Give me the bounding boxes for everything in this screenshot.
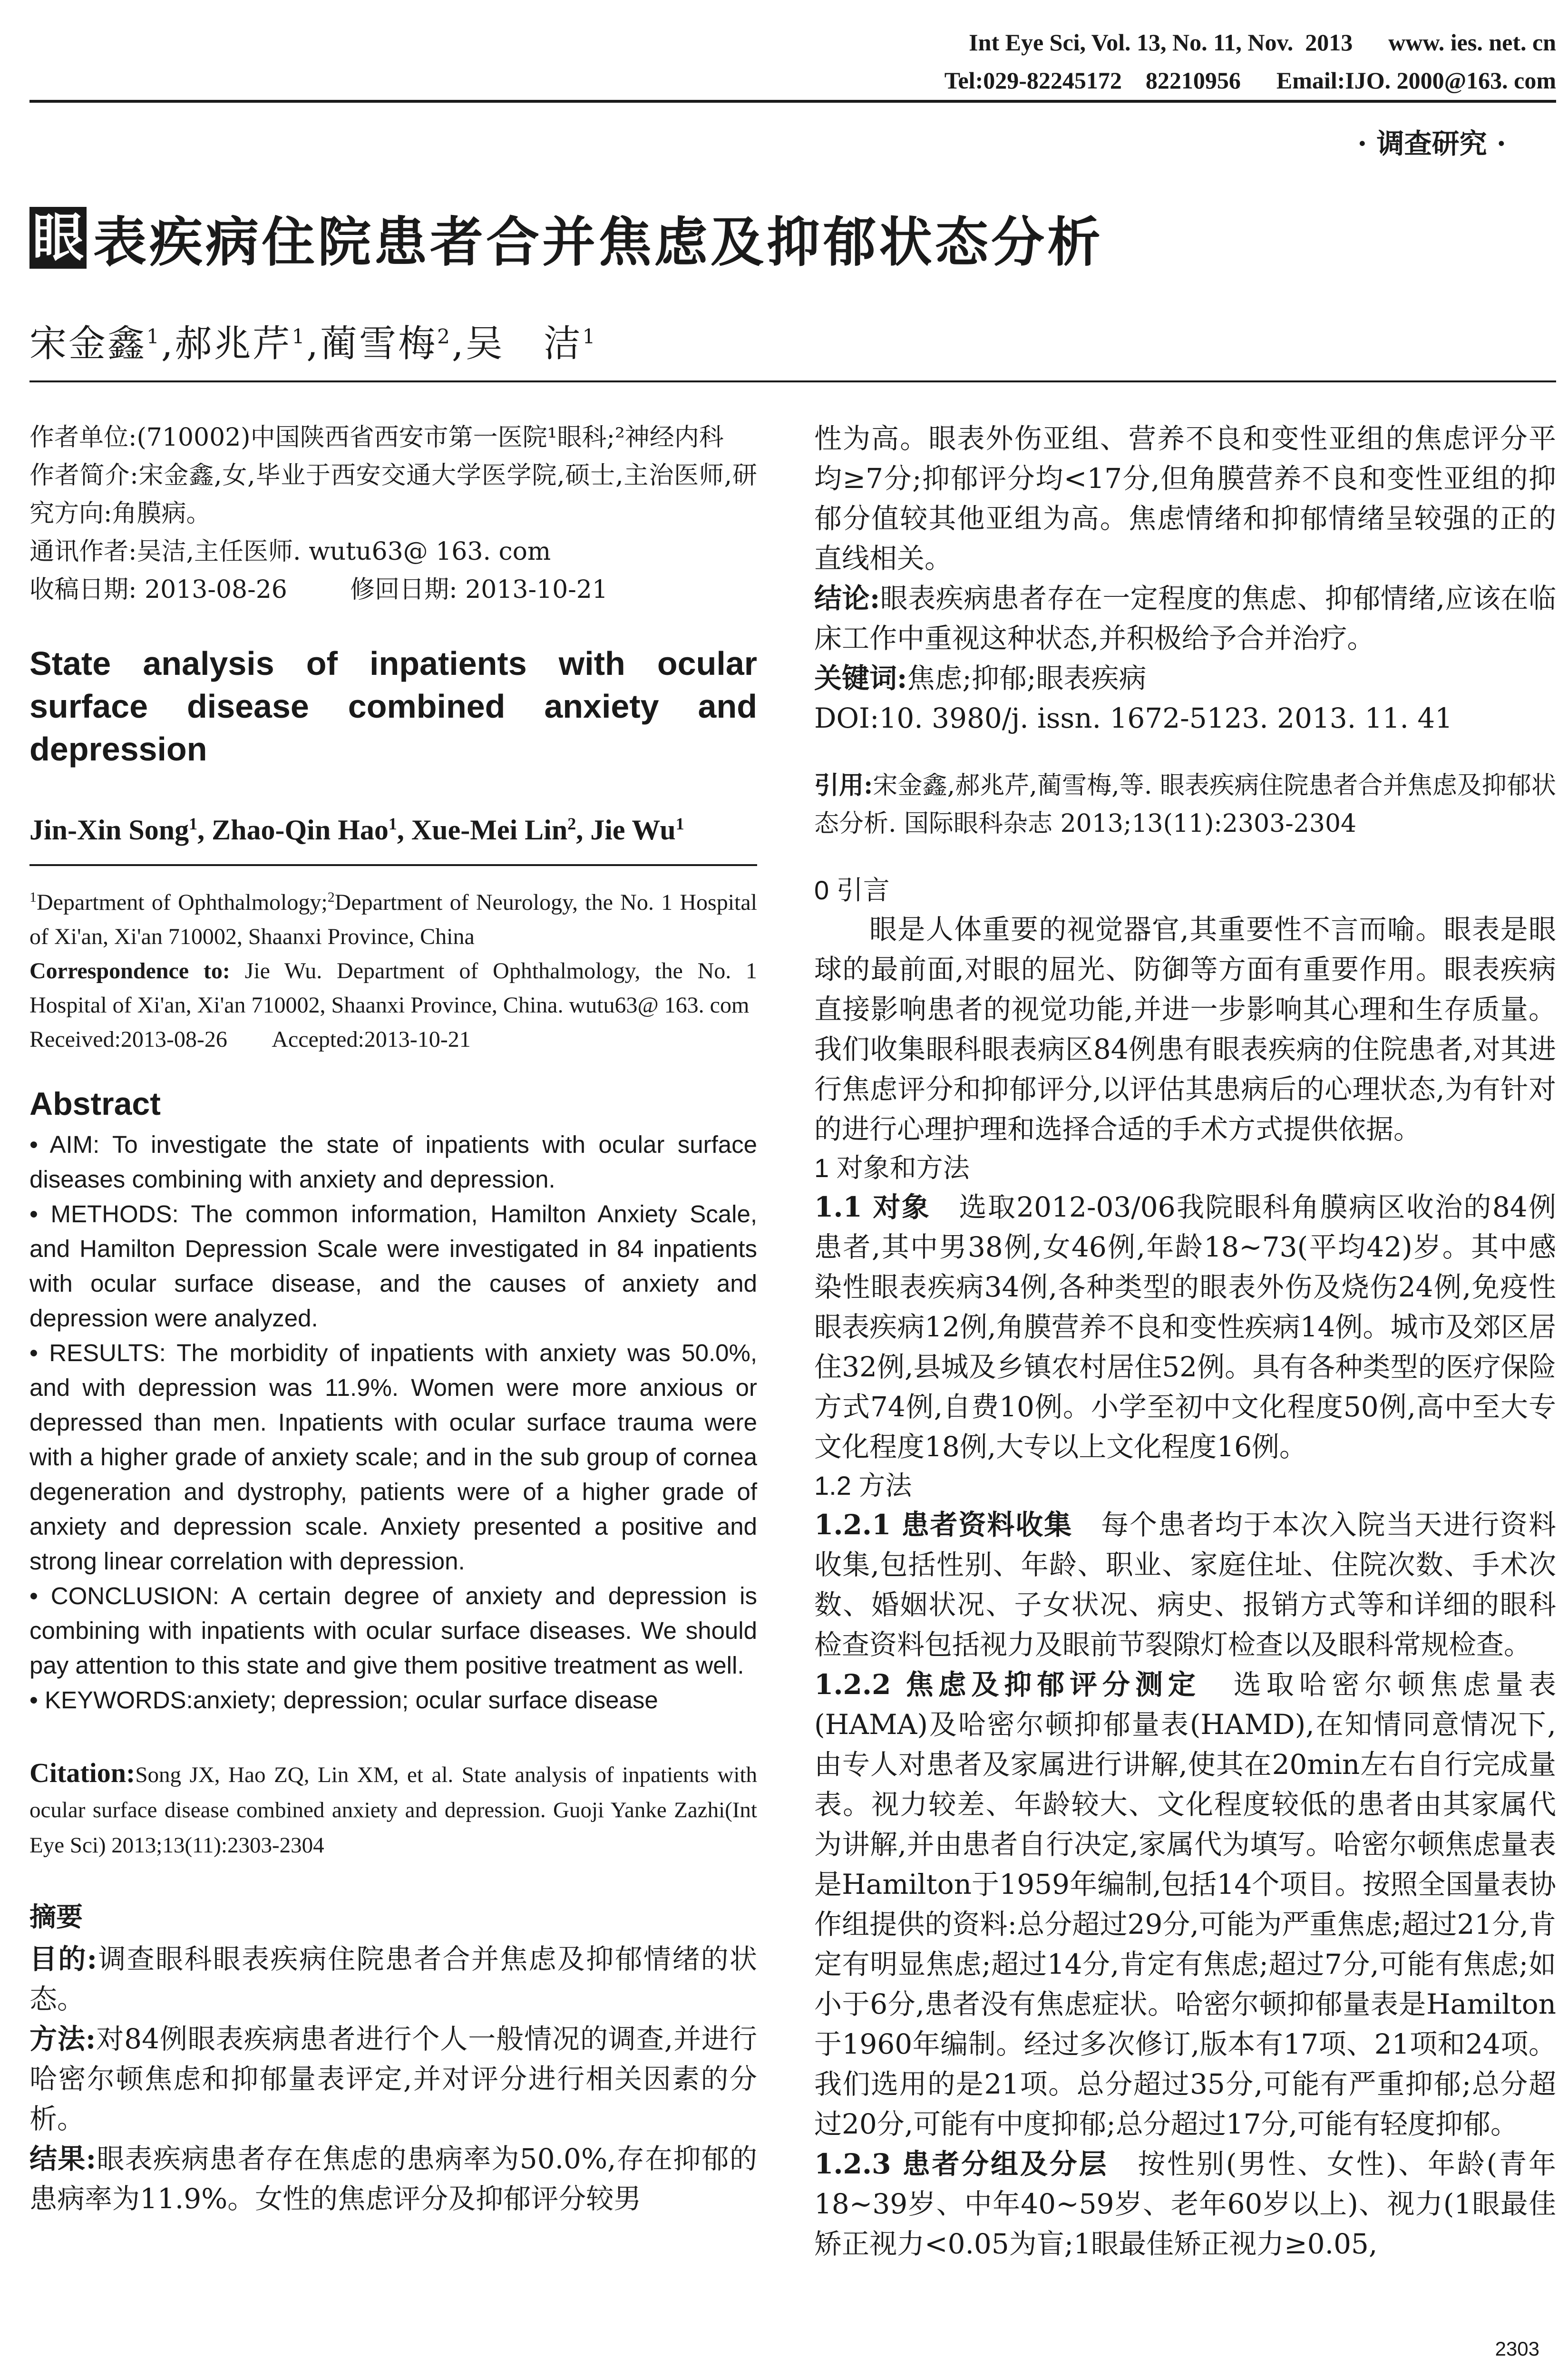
abstract-methods bbox=[29, 1197, 757, 1335]
abstract-label: • RESULTS: bbox=[29, 1339, 166, 1366]
abstract-label: • METHODS: bbox=[29, 1200, 179, 1227]
abstract-cn-label: 关键词: bbox=[814, 662, 907, 694]
abstract-cn-label: 目的: bbox=[29, 1943, 97, 1975]
spacer bbox=[814, 738, 1556, 767]
author-name: 宋金鑫 bbox=[29, 322, 147, 365]
subsection-text: 每个患者均于本次入院当天进行资料收集,包括性别、年龄、职业、家庭住址、住院次数、手术次数、婚姻状况、子女状况、病史、报销方式等和详细的眼科检查资料包括视力及眼前节裂隙灯检查以及眼科常规检查。 bbox=[814, 1509, 1556, 1661]
abstract-cn-label: 结论: bbox=[814, 582, 880, 614]
journal-info-line: Int Eye Sci, Vol. 13, No. 11, Nov. 2013 www. ies. net. cn bbox=[969, 29, 1556, 56]
header-rule bbox=[29, 100, 1556, 103]
english-title: State analysis of inpatients with ocular surface disease combined anxiety and depression bbox=[29, 645, 757, 768]
section-1-2-1 bbox=[814, 1505, 1556, 1665]
article-title bbox=[29, 200, 1103, 276]
subsection-text: 选取2012-03/06我院眼科角膜病区收治的84例患者,其中男38例,女46例,年龄18~73(平均42)岁。其中感染性眼表疾病34例,各种类型的眼表外伤及烧伤24例,免疫性眼表疾病12例,角膜营养不良和变性疾病14例。城市及郊区居住32例,县城及乡镇农村居住52例。具有各种类型的医疗保险方式74例,自费10例。小学至初中文化程度50例,高中至大专文化程度18例,大专以上文化程度16例。 bbox=[814, 1191, 1556, 1463]
author-name: 郝兆芹 bbox=[175, 322, 292, 365]
section-1-2-heading: 1.2 方法 bbox=[814, 1471, 912, 1500]
author-name: Jie Wu bbox=[590, 814, 676, 846]
abstract-label: • KEYWORDS: bbox=[29, 1686, 193, 1714]
abstract-cn-results bbox=[29, 2139, 757, 2219]
abstract-label: • CONCLUSION: bbox=[29, 1582, 219, 1609]
title-rule bbox=[29, 380, 1556, 382]
abstract-cn-aim bbox=[29, 1939, 757, 2019]
corresponding-author-cn: 通讯作者:吴洁,主任医师. wutu63@ 163. com bbox=[29, 537, 551, 566]
affil-sup: 1 bbox=[189, 814, 198, 833]
affil-dept: Department of Neurology, the No. 1 Hospital of Xi'an, Xi'an 710002, Shaanxi Province, China bbox=[29, 890, 758, 949]
citation-label: Citation: bbox=[29, 1757, 136, 1788]
subsection-text: 按性别(男性、女性)、年龄(青年18~39岁、中年40~59岁、老年60岁以上)、视力(1眼最佳矫正视力<0.05为盲;1眼最佳矫正视力≥0.05, bbox=[814, 2148, 1556, 2260]
separator: , bbox=[161, 322, 175, 365]
section-0-text: 眼是人体重要的视觉器官,其重要性不言而喻。眼表是眼球的最前面,对眼的屈光、防御等方面有重要作用。眼表疾病直接影响患者的视觉功能,并进一步影响其心理和生存质量。我们收集眼科眼表病区84例患有眼表疾病的住院患者,对其进行焦虑评分和抑郁评分,以评估其患病后的心理状态,为有针对的进行心理护理和选择合适的手术方式提供依据。 bbox=[814, 913, 1556, 1145]
affil-dept: Department of Ophthalmology; bbox=[37, 890, 328, 915]
abstract-results bbox=[29, 1335, 757, 1578]
abstract-cn-methods bbox=[29, 2019, 757, 2139]
author-name: Zhao-Qin Hao bbox=[212, 814, 389, 846]
abstract-text: anxiety; depression; ocular surface disease bbox=[193, 1686, 658, 1714]
received-accepted: Received:2013-08-26 Accepted:2013-10-21 bbox=[29, 1027, 471, 1052]
right-column bbox=[814, 419, 1556, 2264]
affil-sup: 1 bbox=[582, 325, 597, 348]
separator: , bbox=[451, 322, 466, 365]
subsection-label: 1.1 对象 bbox=[814, 1191, 931, 1223]
subsection-label: 1.2.3 患者分组及分层 bbox=[814, 2148, 1109, 2180]
page-number: 2303 bbox=[1495, 2338, 1539, 2360]
affil-sup: 1 bbox=[292, 325, 307, 348]
dates-cn: 收稿日期: 2013-08-26 修回日期: 2013-10-21 bbox=[29, 575, 608, 604]
section-0-heading: 0 引言 bbox=[814, 875, 890, 905]
citation-cn-label: 引用: bbox=[814, 771, 873, 800]
affil-sup: 2 bbox=[567, 814, 576, 833]
affil-sup: 1 bbox=[675, 814, 684, 833]
author-name: 蔺雪梅 bbox=[320, 322, 438, 365]
citation-cn bbox=[814, 767, 1556, 843]
affiliation-rule bbox=[29, 864, 757, 866]
subsection-label: 1.2.1 患者资料收集 bbox=[814, 1509, 1073, 1541]
abstract-text: A certain degree of anxiety and depression is combining with inpatients with ocular surface diseases. We should pay attention to this state and give them positive treatment as well. bbox=[29, 1582, 757, 1679]
abstract-text: The common information, Hamilton Anxiety Scale, and Hamilton Depression Scale were investigated in 84 inpatients with ocular surface disease, and the causes of anxiety and depression were analyzed. bbox=[29, 1200, 757, 1332]
author-name: 吴 洁 bbox=[465, 322, 583, 365]
subsection-text: 选取哈密尔顿焦虑量表(HAMA)及哈密尔顿抑郁量表(HAMD),在知情同意情况下,由专人对患者及家属进行讲解,使其在20min左右自行完成量表。视力较差、年龄较大、文化程度较低的患者由其家属代为讲解,并由患者自行决定,家属代为填写。哈密尔顿焦虑量表是Hamilton于1959年编制,包括14个项目。按照全国量表协作组提供的资料:总分超过29分,可能为严重焦虑;超过21分,肯定有明显焦虑;超过14分,肯定有焦虑;超过7分,可能有焦虑;如小于6分,患者没有焦虑症状。哈密尔顿抑郁量表是Hamilton于1960年编制。经过多次修订,版本有17项、21项和24项。我们选用的是21项。总分超过35分,可能有严重抑郁;总分超过20分,可能有中度抑郁;总分超过17分,可能有轻度抑郁。 bbox=[814, 1668, 1556, 2140]
correspondence-label: Correspondence to: bbox=[29, 958, 230, 984]
affil-sup: 2 bbox=[327, 889, 335, 905]
abstract-conclusion bbox=[29, 1578, 757, 1683]
author-name: Xue-Mei Lin bbox=[411, 814, 568, 846]
section-1-heading: 1 对象和方法 bbox=[814, 1153, 970, 1183]
abstract-cn-text: 焦虑;抑郁;眼表疾病 bbox=[907, 662, 1147, 694]
spacer bbox=[814, 843, 1556, 871]
journal-contact-line: Tel:029-82245172 82210956 Email:IJO. 2000@163. com bbox=[944, 67, 1556, 94]
abstract-cn-text: 眼表疾病患者存在一定程度的焦虑、抑郁情绪,应该在临床工作中重视这种状态,并积极给予合并治疗。 bbox=[814, 582, 1556, 654]
citation-text: Song JX, Hao ZQ, Lin XM, et al. State analysis of inpatients with ocular surface disease combined anxiety and depression. Guoji Yanke Zazhi(Int Eye Sci) 2013;13(11):2303-2304 bbox=[29, 1763, 757, 1858]
affil-sup: 1 bbox=[29, 889, 37, 905]
authors-english: Jin-Xin Song$^1$, Zhao-Qin Hao$^1$, Xue-Mei Lin$^2$, Jie Wu$^1$ bbox=[29, 814, 684, 846]
section-1-1 bbox=[814, 1187, 1556, 1467]
title-text: 表疾病住院患者合并焦虑及抑郁状态分析 bbox=[93, 211, 1104, 273]
abstract-cn-keywords bbox=[814, 658, 1556, 698]
abstract-aim bbox=[29, 1127, 757, 1197]
abstract-cn-label: 结果: bbox=[29, 2143, 97, 2175]
section-label: · 调查研究 · bbox=[1357, 127, 1506, 160]
section-1-2-3 bbox=[814, 2144, 1556, 2264]
author-name: Jin-Xin Song bbox=[29, 814, 189, 846]
english-affiliation bbox=[29, 880, 757, 954]
title-first-char: 眼 bbox=[29, 207, 87, 269]
abstract-cn-results-cont: 性为高。眼表外伤亚组、营养不良和变性亚组的焦虑评分平均≥7分;抑郁评分均<17分,但角膜营养不良和变性亚组的抑郁分值较其他亚组为高。焦虑情绪和抑郁情绪呈较强的正的直线相关。 bbox=[814, 422, 1556, 575]
left-column bbox=[29, 419, 757, 2219]
abstract-cn-text: 眼表疾病患者存在焦虑的患病率为50.0%,存在抑郁的患病率为11.9%。女性的焦虑评分及抑郁评分较男 bbox=[29, 2143, 757, 2215]
authors-chinese bbox=[29, 314, 597, 367]
affil-sup: 2 bbox=[437, 325, 452, 348]
subsection-label: 1.2.2 焦虑及抑郁评分测定 bbox=[814, 1668, 1201, 1701]
abstract-heading: Abstract bbox=[29, 1086, 161, 1122]
citation-cn-text: 宋金鑫,郝兆芹,蔺雪梅,等. 眼表疾病住院患者合并焦虑及抑郁状态分析. 国际眼科杂志 2013;13(11):2303-2304 bbox=[814, 771, 1556, 838]
abstract-cn-text: 调查眼科眼表疾病住院患者合并焦虑及抑郁情绪的状态。 bbox=[29, 1943, 757, 2015]
affiliation-cn: 作者单位:(710002)中国陕西省西安市第一医院¹眼科;²神经内科 bbox=[29, 423, 724, 452]
affil-sup: 1 bbox=[388, 814, 397, 833]
abstract-text: To investigate the state of inpatients with ocular surface diseases combining with anxiety and depression. bbox=[29, 1131, 757, 1193]
correspondence-text: Jie Wu. Department of Ophthalmology, the No. 1 Hospital of Xi'an, Xi'an 710002, Shaanxi Province, China. wutu63@ 163. com bbox=[29, 958, 758, 1018]
correspondence bbox=[29, 954, 757, 1023]
section-1-2-2 bbox=[814, 1665, 1556, 2144]
abstract-label: • AIM: bbox=[29, 1131, 100, 1158]
abstract-keywords bbox=[29, 1683, 757, 1717]
abstract-cn-conclusion bbox=[814, 578, 1556, 658]
abstract-cn-text: 对84例眼表疾病患者进行个人一般情况的调查,并进行哈密尔顿焦虑和抑郁量表评定,并对评分进行相关因素的分析。 bbox=[29, 2023, 757, 2135]
separator: , bbox=[306, 322, 321, 365]
affil-sup: 1 bbox=[146, 325, 161, 348]
abstract-cn-label: 方法: bbox=[29, 2023, 96, 2055]
abstract-cn-heading: 摘要 bbox=[29, 1901, 83, 1933]
author-bio-cn: 作者简介:宋金鑫,女,毕业于西安交通大学医学院,硕士,主治医师,研究方向:角膜病。 bbox=[29, 461, 757, 528]
abstract-text: The morbidity of inpatients with anxiety was 50.0%, and with depression was 11.9%. Women were more anxious or depressed than men. Inpatients with ocular surface trauma were with a higher grade of anxiety scale; and in the sub group of cornea degeneration and dystrophy, patients were of a higher grade of anxiety and depression scale. Anxiety presented a positive and strong linear correlation with depression. bbox=[29, 1339, 757, 1575]
doi: DOI:10. 3980/j. issn. 1672-5123. 2013. 11. 41 bbox=[814, 702, 1453, 734]
citation-english bbox=[29, 1755, 757, 1863]
